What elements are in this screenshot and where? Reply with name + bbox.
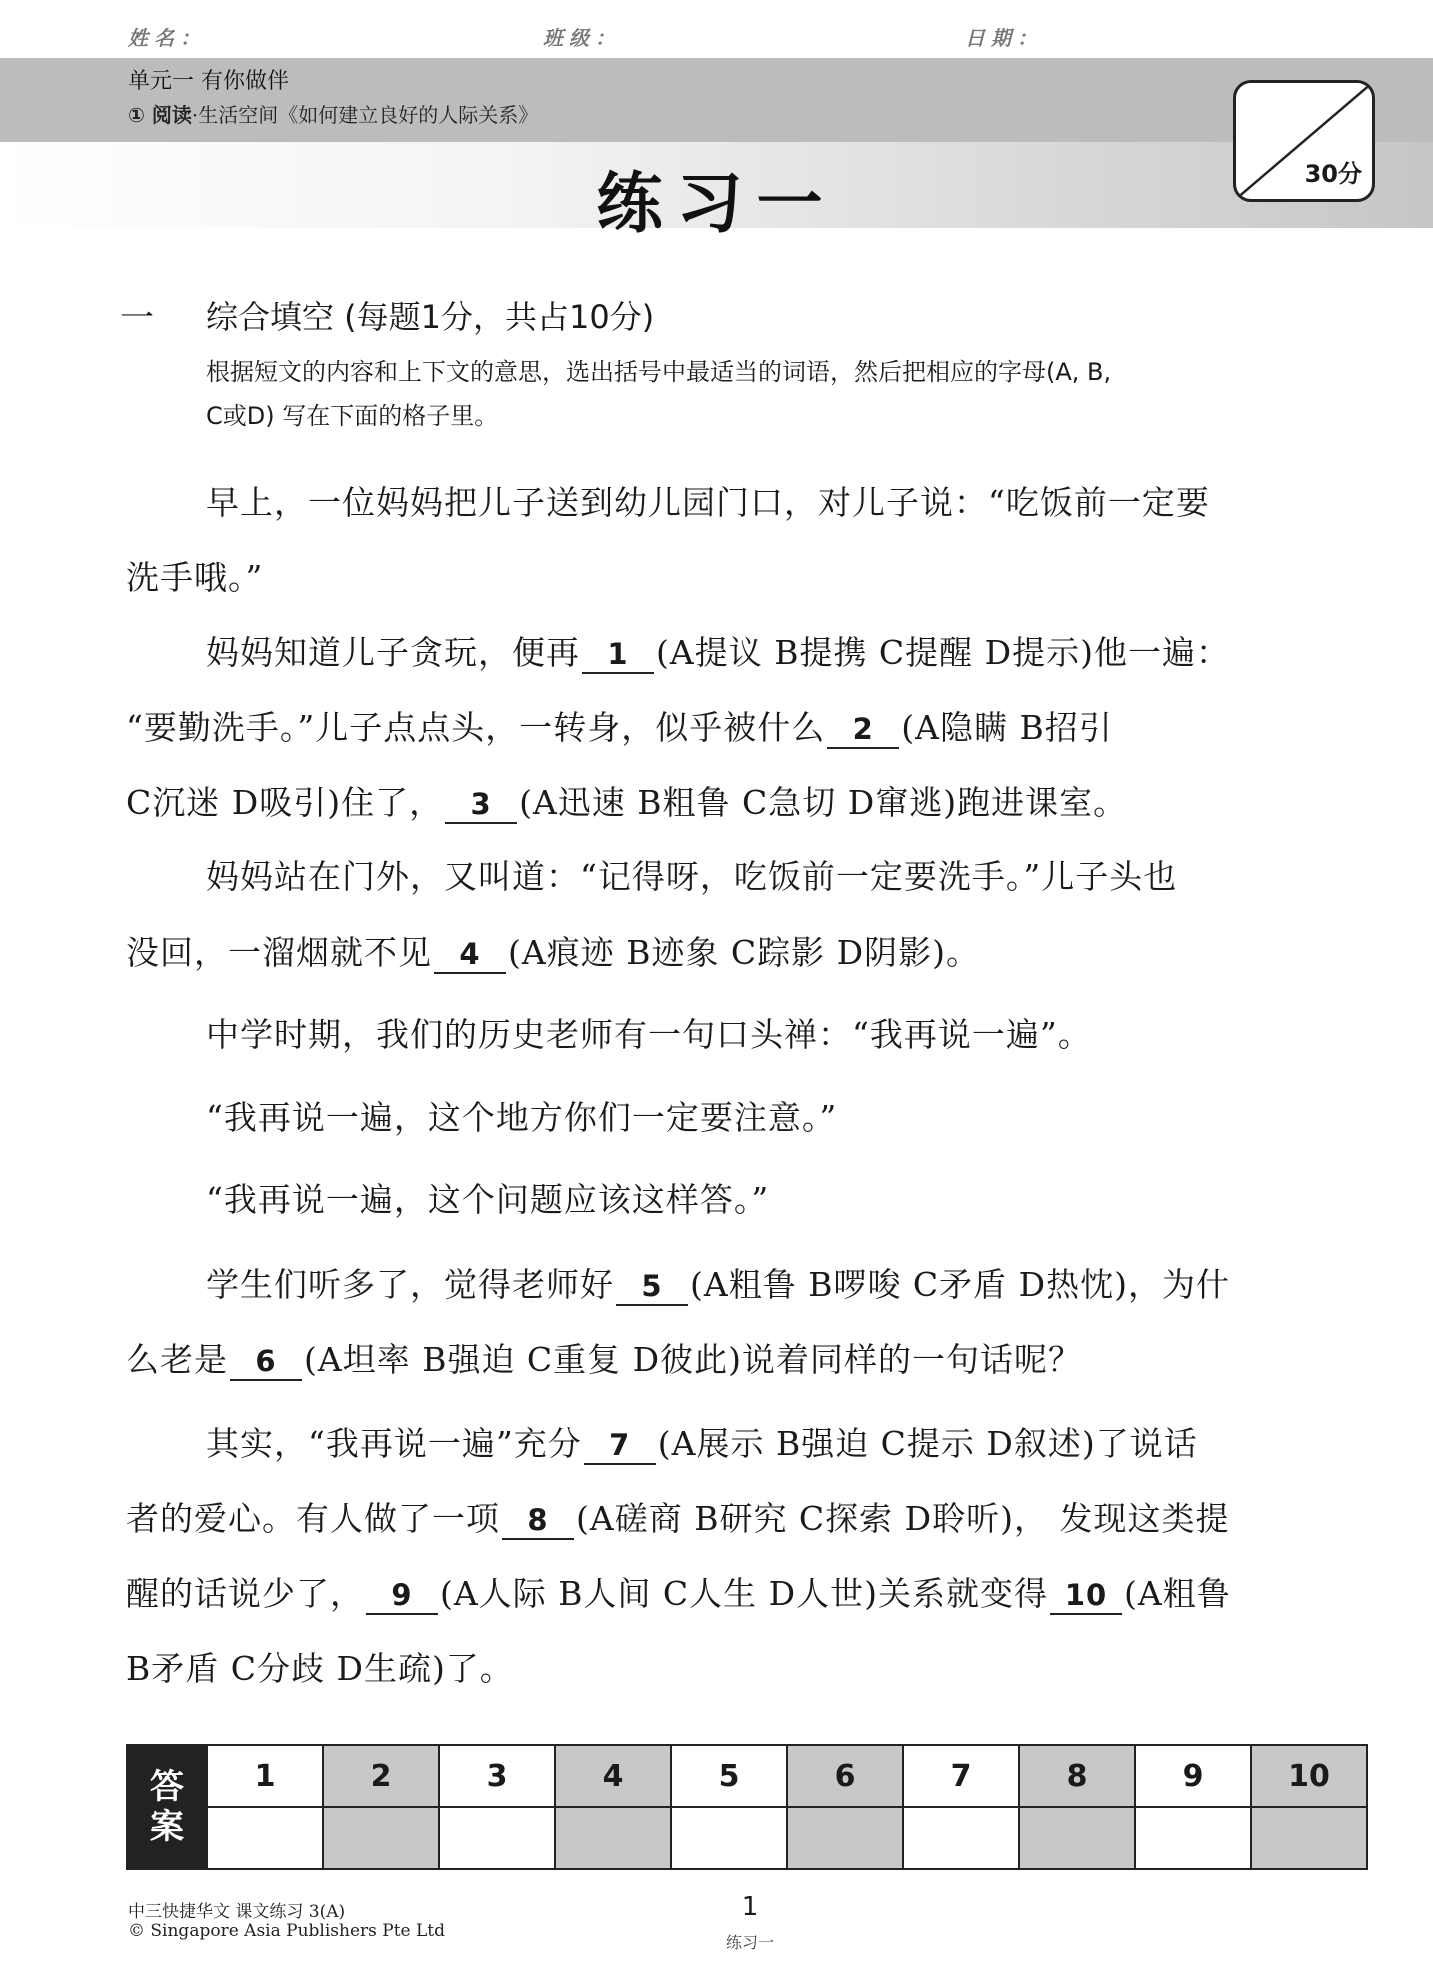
answer-number: 2: [323, 1745, 439, 1807]
answer-number-row: [127, 1745, 1367, 1807]
footer-book-title: 中三快捷华文 课文练习 3(A): [128, 1902, 346, 1922]
footer-page-title: 练习一: [725, 1933, 774, 1952]
answer-cell-8[interactable]: [1019, 1807, 1135, 1869]
answer-table: [126, 1744, 1368, 1870]
answer-cell-6[interactable]: [787, 1807, 903, 1869]
blank-5[interactable]: 5: [616, 1268, 688, 1306]
blank-1[interactable]: 1: [582, 636, 654, 674]
instruction-line-1: 根据短文的内容和上下文的意思，选出括号中最适当的词语，然后把相应的字母(A, B,: [206, 358, 1112, 386]
answer-number: 9: [1135, 1745, 1251, 1807]
passage-line: [126, 781, 1371, 825]
answer-cell-10[interactable]: [1251, 1807, 1367, 1869]
passage-line: 早上，一位妈妈把儿子送到幼儿园门口，对儿子说：“吃饭前一定要: [206, 483, 1210, 522]
blank-7[interactable]: 7: [584, 1427, 656, 1465]
blank-3[interactable]: 3: [445, 786, 517, 824]
answer-number: 6: [787, 1745, 903, 1807]
lesson-line: [128, 99, 538, 128]
answer-number: 1: [207, 1745, 323, 1807]
answer-number: 3: [439, 1745, 555, 1807]
answer-number: 7: [903, 1745, 1019, 1807]
options-3: (A迅速 B粗鲁 C急切 D窜逃)跑进课室。: [519, 783, 1128, 822]
options-10: (A粗鲁: [1124, 1574, 1231, 1613]
passage-line: [126, 1263, 1433, 1307]
answer-header-top: 答: [150, 1767, 184, 1807]
answer-cell-4[interactable]: [555, 1807, 671, 1869]
date-label: 日期：: [965, 26, 1043, 50]
blank-8[interactable]: 8: [502, 1502, 574, 1540]
options-9: (A人际 B人间 C人生 D人世)关系就变得: [440, 1574, 1049, 1613]
passage-text: C沉迷 D吸引)住了，: [126, 783, 444, 822]
passage-line: [126, 631, 1433, 675]
passage-line: [126, 931, 1371, 975]
passage-line: B矛盾 C分歧 D生疏)了。: [126, 1649, 514, 1688]
instruction-line-2: C或D) 写在下面的格子里。: [206, 402, 499, 430]
class-label: 班级：: [543, 26, 621, 50]
passage-line: 洗手哦。”: [126, 558, 264, 597]
answer-cell-1[interactable]: [207, 1807, 323, 1869]
passage-text: 没回，一溜烟就不见: [126, 933, 432, 972]
options-4: (A痕迹 B迹象 C踪影 D阴影)。: [508, 933, 981, 972]
section-number: 一: [120, 298, 154, 338]
footer-copyright: © Singapore Asia Publishers Pte Ltd: [128, 1921, 446, 1941]
score-box: [1233, 80, 1375, 202]
blank-4[interactable]: 4: [434, 936, 506, 974]
passage-text: 者的爱心。有人做了一项: [126, 1499, 500, 1538]
passage-line: “我再说一遍，这个问题应该这样答。”: [206, 1180, 770, 1219]
answer-number: 10: [1251, 1745, 1367, 1807]
passage-line: [126, 1338, 1371, 1382]
options-2: (A隐瞒 B招引: [901, 708, 1113, 747]
options-7: (A展示 B强迫 C提示 D叙述)了说话: [657, 1424, 1198, 1463]
blank-6[interactable]: 6: [230, 1343, 302, 1381]
answer-header-bottom: 案: [150, 1807, 184, 1847]
passage-line: [126, 1572, 1371, 1616]
passage-text: 么老是: [126, 1340, 228, 1379]
answer-number: 4: [555, 1745, 671, 1807]
page-title: 练习一: [596, 165, 837, 242]
answer-header: [127, 1745, 207, 1869]
options-6: (A坦率 B强迫 C重复 D彼此)说着同样的一句话呢？: [304, 1340, 1083, 1379]
passage-line: [126, 706, 1371, 750]
passage-text: “要勤洗手。”儿子点点头，一转身，似乎被什么: [126, 708, 826, 747]
options-1: (A提议 B提携 C提醒 D提示)他一遍：: [656, 633, 1231, 672]
answer-cell-2[interactable]: [323, 1807, 439, 1869]
passage-text: 学生们听多了，觉得老师好: [206, 1265, 614, 1304]
name-label: 姓名：: [128, 26, 206, 50]
total-score: 30分: [1304, 160, 1362, 188]
blank-10[interactable]: 10: [1050, 1577, 1122, 1615]
passage-text: 醒的话说少了，: [126, 1574, 364, 1613]
passage-line: “我再说一遍，这个地方你们一定要注意。”: [206, 1098, 838, 1137]
answer-cell-5[interactable]: [671, 1807, 787, 1869]
answer-number: 8: [1019, 1745, 1135, 1807]
section-title: 综合填空 (每题1分，共占10分): [206, 298, 655, 336]
passage-text: 妈妈知道儿子贪玩，便再: [206, 633, 580, 672]
answer-cell-9[interactable]: [1135, 1807, 1251, 1869]
answer-cell-7[interactable]: [903, 1807, 1019, 1869]
passage-line: [126, 1497, 1371, 1541]
blank-2[interactable]: 2: [827, 711, 899, 749]
passage-text: 其实，“我再说一遍”充分: [206, 1424, 582, 1463]
options-8: (A磋商 B研究 C探索 D聆听)， 发现这类提: [576, 1499, 1230, 1538]
options-5: (A粗鲁 B啰唆 C矛盾 D热忱)，为什: [690, 1265, 1231, 1304]
blank-9[interactable]: 9: [366, 1577, 438, 1615]
page-number: 1: [741, 1892, 759, 1922]
lesson-title: ·生活空间《如何建立良好的人际关系》: [191, 103, 539, 127]
answer-input-row: [127, 1807, 1367, 1869]
unit-title: 单元一 有你做伴: [128, 69, 289, 94]
passage-line: 中学时期，我们的历史老师有一句口头禅：“我再说一遍”。: [206, 1015, 1092, 1054]
answer-number: 5: [671, 1745, 787, 1807]
passage-line: 妈妈站在门外，又叫道：“记得呀，吃饭前一定要洗手。”儿子头也: [206, 857, 1178, 896]
lesson-prefix: ① 阅读: [128, 103, 192, 127]
answer-cell-3[interactable]: [439, 1807, 555, 1869]
passage-line: [126, 1422, 1433, 1466]
